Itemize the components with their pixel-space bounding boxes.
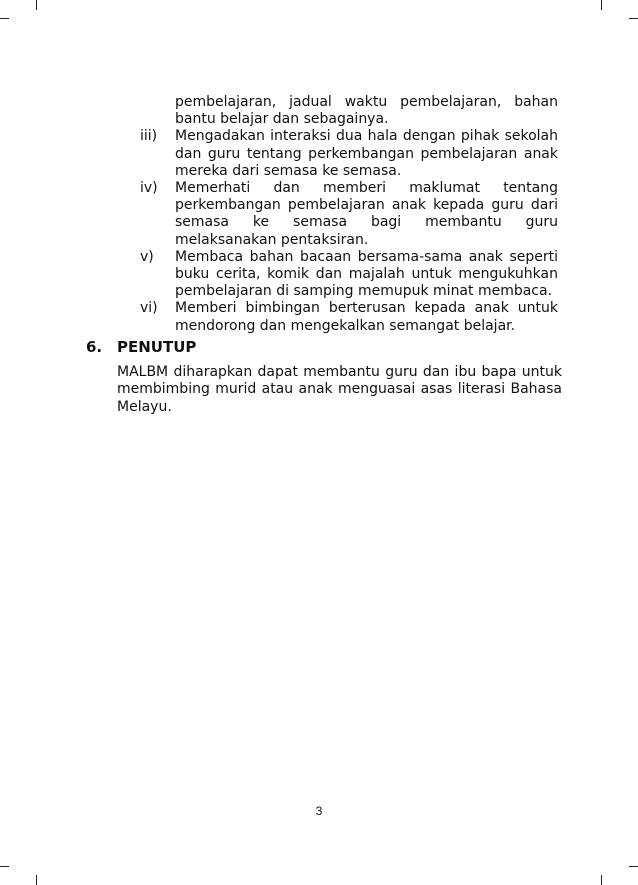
list-item bbox=[140, 128, 558, 180]
list-item-text: Membaca bahan bacaan bersama-sama anak seperti buku cerita, komik dan majalah untuk mengukuhkan pembelajaran di samping memupuk minat membaca. bbox=[175, 248, 558, 300]
list-marker: iv) bbox=[140, 180, 158, 197]
crop-mark bbox=[0, 866, 9, 867]
list-marker: iii) bbox=[140, 128, 158, 145]
list-item bbox=[140, 300, 558, 334]
crop-mark bbox=[0, 18, 9, 19]
list-item-text: pembelajaran, jadual waktu pembelajaran, bahan bantu belajar dan sebagainya. bbox=[175, 94, 558, 128]
crop-mark bbox=[629, 866, 638, 867]
roman-list bbox=[140, 94, 558, 335]
section-paragraph: MALBM diharapkan dapat membantu guru dan ibu bapa untuk membimbing murid atau anak menguasai asas literasi Bahasa Melayu. bbox=[117, 364, 562, 415]
section-number: 6. bbox=[86, 338, 103, 356]
crop-mark bbox=[36, 0, 37, 10]
list-item-text: Memberi bimbingan berterusan kepada anak untuk mendorong dan mengekalkan semangat belajar. bbox=[175, 300, 558, 334]
list-item-text: Mengadakan interaksi dua hala dengan pihak sekolah dan guru tentang perkembangan pembelajaran anak mereka dari semasa ke semasa. bbox=[175, 128, 558, 179]
crop-mark bbox=[36, 875, 37, 885]
crop-mark bbox=[629, 18, 638, 19]
page-number: 3 bbox=[315, 804, 323, 818]
list-item bbox=[140, 249, 558, 301]
list-item-continuation bbox=[140, 94, 558, 128]
list-marker: v) bbox=[140, 248, 154, 265]
list-item-text: Memerhati dan memberi maklumat tentang perkembangan pembelajaran anak kepada guru dari semasa ke semasa bagi membantu guru melaksanakan pentaksiran. bbox=[175, 180, 558, 248]
crop-mark bbox=[601, 875, 602, 885]
list-marker: vi) bbox=[140, 300, 158, 317]
section-title: PENUTUP bbox=[117, 338, 197, 356]
list-item bbox=[140, 180, 558, 249]
crop-mark bbox=[601, 0, 602, 10]
